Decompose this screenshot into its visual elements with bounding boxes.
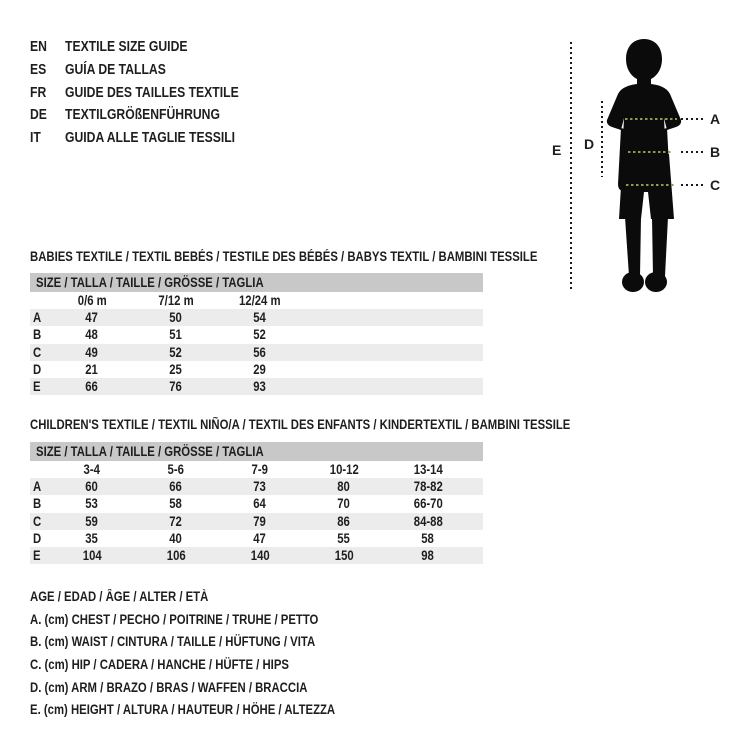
waist-line-pointer <box>681 151 704 153</box>
lang-title-es: GUÍA DE TALLAS <box>65 62 166 79</box>
babies-column-header-row <box>30 292 483 309</box>
measure-label-b: B <box>710 144 721 160</box>
row-label: A <box>33 479 42 495</box>
babies-section-title: BABIES TEXTILE / TEXTIL BEBÉS / TESTILE DES BÉBÉS / BABYS TEXTIL / BAMBINI TESSILE <box>30 249 538 264</box>
cell-value: 53 <box>85 496 99 512</box>
cell-value: 40 <box>169 530 183 546</box>
cell-value: 70 <box>337 496 351 512</box>
row-label: B <box>33 327 42 343</box>
hip-line-on-body <box>626 184 676 186</box>
cell-value: 76 <box>169 379 183 395</box>
cell-value: 140 <box>250 548 270 564</box>
row-label: E <box>33 548 41 564</box>
legend-age-line: AGE / EDAD / ÂGE / ALTER / ETÀ <box>30 588 209 604</box>
cell-value: 47 <box>253 530 267 546</box>
cell-value: 73 <box>253 479 267 495</box>
lang-code-de: DE <box>30 107 47 124</box>
cell-value: 51 <box>169 327 183 343</box>
legend-hip-line: C. (cm) HIP / CADERA / HANCHE / HÜFTE / HIPS <box>30 656 289 672</box>
cell-value: 80 <box>337 479 351 495</box>
cell-value: 86 <box>337 513 351 529</box>
children-col-1: 5-6 <box>167 462 185 478</box>
cell-value: 78-82 <box>413 479 443 495</box>
table-row <box>30 513 483 530</box>
cell-value: 25 <box>169 361 183 377</box>
chest-line-on-body <box>625 118 677 120</box>
cell-value: 66 <box>85 379 99 395</box>
language-title-list <box>30 36 272 149</box>
children-size-header: SIZE / TALLA / TAILLE / GRÖSSE / TAGLIA <box>36 444 264 459</box>
chest-line-pointer <box>681 118 704 120</box>
legend-chest-line: A. (cm) CHEST / PECHO / POITRINE / TRUHE / PETTO <box>30 611 319 627</box>
table-row <box>30 495 483 512</box>
children-col-4: 13-14 <box>413 462 443 478</box>
babies-size-table <box>30 273 483 395</box>
lang-code-en: EN <box>30 39 47 56</box>
lang-title-fr: GUIDE DES TAILLES TEXTILE <box>65 84 239 101</box>
cell-value: 54 <box>253 310 267 326</box>
measure-label-d: D <box>584 136 595 152</box>
cell-value: 52 <box>169 344 183 360</box>
measure-label-c: C <box>710 177 721 193</box>
lang-code-it: IT <box>30 130 41 147</box>
cell-value: 98 <box>421 548 435 564</box>
cell-value: 93 <box>253 379 267 395</box>
table-row <box>30 309 483 326</box>
cell-value: 58 <box>421 530 435 546</box>
babies-size-header: SIZE / TALLA / TAILLE / GRÖSSE / TAGLIA <box>36 275 264 290</box>
table-row <box>30 326 483 343</box>
lang-code-es: ES <box>30 62 47 79</box>
lang-code-fr: FR <box>30 84 47 101</box>
row-label: B <box>33 496 42 512</box>
babies-col-2: 12/24 m <box>239 293 281 309</box>
children-col-0: 3-4 <box>83 462 101 478</box>
children-section-title: CHILDREN'S TEXTILE / TEXTIL NIÑO/A / TEXTIL DES ENFANTS / KINDERTEXTIL / BAMBINI TESSILE <box>30 417 571 432</box>
cell-value: 56 <box>253 344 267 360</box>
cell-value: 55 <box>337 530 351 546</box>
row-label: C <box>33 513 42 529</box>
table-row <box>30 478 483 495</box>
cell-value: 150 <box>334 548 354 564</box>
children-column-header-row <box>30 461 483 478</box>
row-label: D <box>33 361 42 377</box>
babies-col-0: 0/6 m <box>77 293 107 309</box>
measure-label-a: A <box>710 111 721 127</box>
table-row <box>30 361 483 378</box>
measurement-legend <box>30 585 393 721</box>
table-row <box>30 378 483 395</box>
measure-label-e: E <box>552 142 562 158</box>
lang-row-de <box>30 104 272 127</box>
lang-title-it: GUIDA ALLE TAGLIE TESSILI <box>65 130 236 147</box>
cell-value: 52 <box>253 327 267 343</box>
table-row <box>30 530 483 547</box>
cell-value: 84-88 <box>413 513 443 529</box>
lang-row-en <box>30 36 272 59</box>
legend-waist-line: B. (cm) WAIST / CINTURA / TAILLE / HÜFTUNG / VITA <box>30 634 316 650</box>
cell-value: 104 <box>82 548 102 564</box>
hip-line-pointer <box>681 184 704 186</box>
lang-title-en: TEXTILE SIZE GUIDE <box>65 39 188 56</box>
cell-value: 106 <box>166 548 186 564</box>
waist-line-on-body <box>628 151 672 153</box>
table-row <box>30 547 483 564</box>
table-row <box>30 344 483 361</box>
lang-row-es <box>30 59 272 82</box>
cell-value: 35 <box>85 530 99 546</box>
children-col-2: 7-9 <box>251 462 269 478</box>
cell-value: 59 <box>85 513 99 529</box>
lang-row-it <box>30 127 272 150</box>
row-label: A <box>33 310 42 326</box>
cell-value: 48 <box>85 327 99 343</box>
row-label: D <box>33 530 42 546</box>
cell-value: 66-70 <box>413 496 443 512</box>
lang-row-fr <box>30 81 272 104</box>
cell-value: 79 <box>253 513 267 529</box>
cell-value: 50 <box>169 310 183 326</box>
cell-value: 66 <box>169 479 183 495</box>
cell-value: 72 <box>169 513 183 529</box>
cell-value: 58 <box>169 496 183 512</box>
babies-col-1: 7/12 m <box>158 293 194 309</box>
cell-value: 64 <box>253 496 267 512</box>
row-label: E <box>33 379 41 395</box>
cell-value: 47 <box>85 310 99 326</box>
children-col-3: 10-12 <box>329 462 359 478</box>
arm-measure-line <box>601 101 603 177</box>
cell-value: 60 <box>85 479 99 495</box>
children-size-table <box>30 442 483 564</box>
legend-height-line: E. (cm) HEIGHT / ALTURA / HAUTEUR / HÖHE / ALTEZZA <box>30 702 336 718</box>
cell-value: 29 <box>253 361 267 377</box>
lang-title-de: TEXTILGRÖßENFÜHRUNG <box>65 107 220 124</box>
row-label: C <box>33 344 42 360</box>
cell-value: 49 <box>85 344 99 360</box>
cell-value: 21 <box>85 361 99 377</box>
legend-arm-line: D. (cm) ARM / BRAZO / BRAS / WAFFEN / BRACCIA <box>30 679 308 695</box>
